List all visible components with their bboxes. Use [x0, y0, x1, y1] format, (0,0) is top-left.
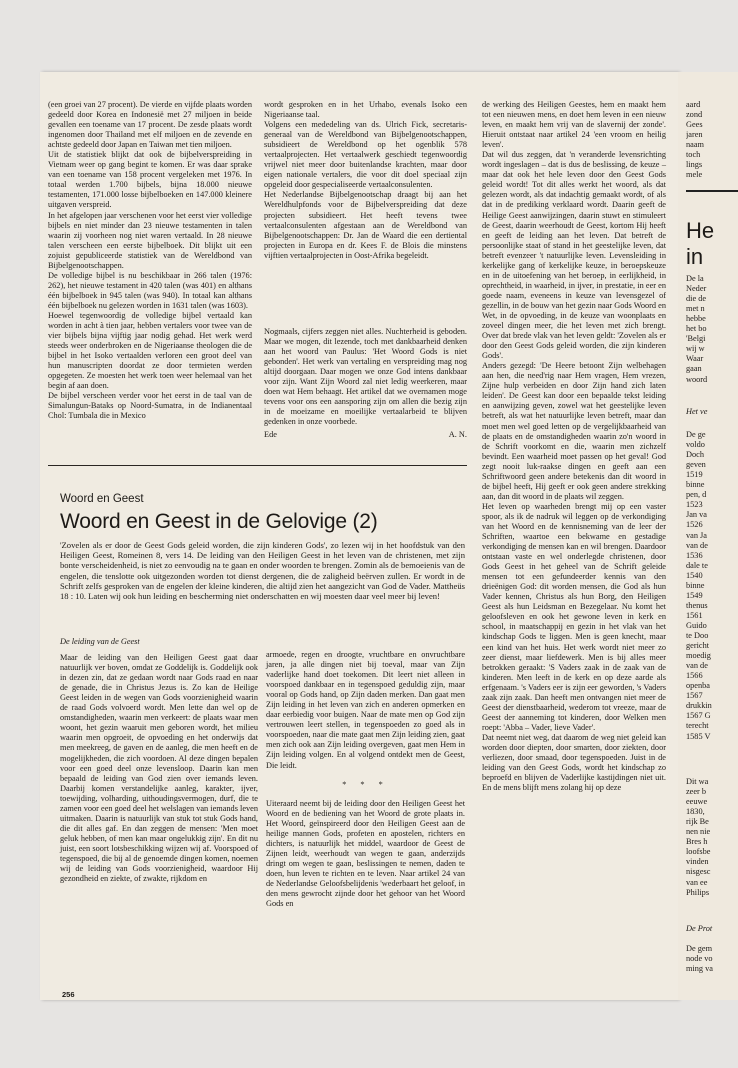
paragraph: De bijbel verscheen verder voor het eerst in de taal van de Simalungun-Bataks op Noord-Sumatra, in de Indianentaal Chol: Tumbala die in Mexico [48, 391, 252, 421]
paragraph: In het afgelopen jaar verschenen voor het eerst vier volledige bijbels en niet minder dan 23 nieuwe testamenten in talen waarin zij voorheen nog niet waren vertaald. In 28 nieuwe talen verscheen een eerste bijbelboek. Dit blijkt uit een zojuist gepubliceerde statistiek van de Wereldbond van Bijbelgenootschappen. [48, 210, 252, 270]
adjacent-text-fragment: van de [686, 661, 708, 671]
adjacent-text-fragment: binne [686, 480, 705, 490]
signature-line [264, 430, 467, 439]
adjacent-headline-fragment: in [686, 244, 704, 269]
adjacent-italic-fragment: Het ve [686, 407, 708, 416]
article-page [40, 72, 678, 1000]
adjacent-text-fragment: gaan [686, 364, 702, 374]
right-column [482, 100, 666, 793]
adjacent-text-fragment: van ee [686, 877, 708, 887]
subheading: De leiding van de Geest [60, 637, 140, 646]
adjacent-text-fragment: De la [686, 274, 704, 283]
adjacent-text-fragment: het bo [686, 324, 707, 334]
adjacent-text-fragment: te Doo [686, 631, 709, 640]
adjacent-text-fragment: 1519 [686, 470, 703, 480]
left-column-top [48, 100, 252, 422]
adjacent-text-fragment: naam [686, 140, 704, 150]
adjacent-text-fragment: Philips [686, 887, 710, 897]
adjacent-text-fragment: van Ja [686, 530, 707, 540]
paragraph: Maar de leiding van den Heiligen Geest gaat daar natuurlijk ver boven, omdat ze Goddelijk is. Goddelijk ook in dezen zin, dat ze gedaan wordt naar Gods raad en naar de genade, die in Christus Jezus is. Zo kan de Heilige Geest leiden in de wegen van Gods voorzienigheid waarin de raad Gods volvoerd wordt. Men lette dan wel op de omstandigheden, waarin men verkeert: de plaats waar men woont, het gezin waaruit men geboren wordt, het milieu waarin men opgroeit, de opvoeding en het onderwijs dat men meekreeg, de gaven en de aanleg, die men heeft en de mogelijkheden, die zich voordoen. Al deze dingen bepalen voor een goed deel onze levensloop. Daarin kan men bepaald de leiding van God zien over iemands leven. Daarbij komen verstandelijke aanleg, karakter, ijver, toewijding, volharding, uithoudingsvermogen, durf, die te zamen voor een goed deel het welslagen van iemands leven uitmaken. Daarin is natuurlijk van stuk tot stuk Gods hand, die dit alles gaf. En dan zeggen de mensen: 'Men moet geluk hebben, of men kan maar ongelukkig zijn'. En dit nu juist, een soort lotsbeschikking wijzen wij af. Voorspoed of tegenspoed, die bij al de genoemde dingen komen, noemen wij de leiding van Gods voorzienigheid, waardoor Hij gezondheid en ziekte, of zwakte, rijkdom en [60, 653, 258, 884]
paragraph: De volledige bijbel is nu beschikbaar in 266 talen (1976: 262), het nieuwe testament in 420 talen (was 401) en althans één bijbelboek in 945 talen (was 940). In totaal kan althans één bijbelboek nu gelezen worden in 1631 talen (was 1603). [48, 270, 252, 310]
page-number: 256 [62, 990, 75, 999]
adjacent-text-fragment: Gees [686, 120, 703, 130]
adjacent-text-fragment: eeuwe [686, 797, 708, 807]
adjacent-text-fragment: voldo [686, 440, 705, 450]
adjacent-text-fragment: woord [686, 374, 708, 384]
adjacent-text-fragment: 'Belgi [686, 334, 706, 344]
adjacent-text-fragment: Waar [686, 354, 704, 364]
adjacent-text-fragment: moedig [686, 651, 711, 661]
paragraph: Het Nederlandse Bijbelgenootschap draagt bij aan het Wereldhulpfonds voor de Bijbelverspreiding dat deze projecten subsidieert. Het heeft tevens twee vertaalconsulenten afgestaan aan de Wereldbond van Bijbelgenootschappen: Dr. Jan de Waard die een dertiental projecten in Europa en dr. Kees F. de Blois die minstens vijftien vertaalprojecten in Oost-Afrika begeleidt. [264, 190, 467, 260]
paragraph: armoede, regen en droogte, vruchtbare en onvruchtbare jaren, ja alle dingen niet bij toeval, maar van Zijn vaderlijke hand doet toekomen. Dit leert niet alleen in voorspoed dankbaar en in tegenspoed geduldig zijn, maar vooral op Gods hand, op Zijn daden merken. Dan gaat men Zijn leiding in het leven van zich en anderen opmerken en daar eerbiedig voor buigen. Naar de mate men op God zijn vertrouwen leert stellen, in tegenspoeden zo goed als in voorspoeden, naar die mate gaat men Zijn leiding zien, gaat men zich ook aan Zijn leiding overgeven, gaat men Hem in Zijn leiding volgen. En al volgend ontdekt men de Geest, Die leidt. [266, 650, 465, 770]
adjacent-text-fragment: thenus [686, 600, 708, 610]
kicker: Woord en Geest [60, 493, 144, 505]
paragraph: Dat neemt niet weg, dat daarom de weg niet geleid kan worden door diepten, door smarten, door ziekten, door verliezen, door smaad, door tegenspoeden. Juist in de leiding van den Geest Gods, wordt het kindschap zo beproefd en blijven de Vaderlijke kastijdingen niet uit. En de mens blijft mens zolang hij op deze [482, 732, 666, 793]
adjacent-text-fragment: De gem [686, 944, 713, 953]
section-break: * * * [342, 779, 389, 789]
adjacent-text-fragment: wij w [686, 344, 705, 354]
paragraph: Anders gezegd: 'De Heere betoont Zijn welbehagen aan hen, die need'rig naar Hem vragen, Hem vrezen, Zijne hulp verbeiden en door Zijn hand zich laten leiden'. De Geest kan door een bepaalde tekst leiding en aanwijzing geven, zowel wat het geestelijke leven betreft, als wat het natuurlijke leven betreft, maar dan moet men wel goed letten op de vergelijkbaarheid van de plaats en de omstandigheden waarin zo'n woord in de Schrift voorkomt en die, waarin men zichzelf bevindt. Een waarheid moet passen op het geval! God zegt nooit luk-raakse dingen en geeft aan een Schriftwoord geen andere betekenis dan dit woord in de bijbel heeft, Hij geeft er ook geen andere strekking aan, dan dit woord in de plaats wil zeggen. [482, 361, 666, 501]
middle-column-closing [264, 327, 467, 427]
adjacent-text-fragment: geven [686, 460, 706, 470]
adjacent-headline-fragment: He [686, 218, 715, 243]
adjacent-text-fragment: die de [686, 294, 707, 304]
adjacent-text-fragment: lings [686, 160, 703, 170]
adjacent-italic-fragment: De Prot [686, 924, 713, 933]
adjacent-text-fragment: pen, d [686, 490, 707, 500]
adjacent-text-fragment: openba [686, 681, 710, 691]
adjacent-text-fragment: van de [686, 540, 708, 550]
adjacent-text-fragment: loofsbe [686, 847, 711, 857]
adjacent-text-fragment: drukkin [686, 701, 712, 711]
adjacent-text-fragment: met n [686, 304, 705, 314]
adjacent-text-fragment: jaren [686, 130, 703, 140]
paragraph: Het leven op waarheden brengt mij op een vaster spoor, als ik de nadruk wil leggen op de verkondiging van het Woord en de kennisneming van de leer der Schriften, waartoe een bekwame en gestadige verkondiging de mensen kan en wil brengen. Daardoor ontstaan vaste en wel onderlegde christenen, door Gods Geest in het geheel van de Schrift geleide mensen tot een gefundeerder kennis van den drieënigen God: dit worden mensen, die God als hun Vader kennen, Christus als hun Borg, den Heiligen Geest als hun Leidsman en Bezegelaar. Nu komt het geloofsleven en ook het gewone leven in kerk en school, in maatschappij en gezin in het vlak van het kindschap Gods te liggen. Men is geen knecht, maar een kind van het huis. Het werk wordt niet meer zo zeer dienst, maar liefdewerk. Men is bij alles meer betrokken geraakt: 'S Vaders zaak in de zaak van de kinderen. Men leeft in de kerk en op deze aarde als erfgenaam. 's Vaders eer is zijn eer geworden, 's Vaders zaak zijn zaak. Dan heeft men ontvangen niet meer de Geest der dienstbaarheid, wederom tot vreeze, maar de Geest der aanneming tot kinderen, door Welken men roept: 'Abba – Vader, lieve Vader'. [482, 501, 666, 732]
paragraph: de werking des Heiligen Geestes, hem en maakt hem tot een nieuwen mens, en doet hem leven in een nieuw leven, en maakt hem vrij van de slavernij der zonde'. Hieruit ontstaat naar artikel 24 'een vroom en heilig leven'. [482, 100, 666, 150]
adjacent-text-fragment: Neder [686, 284, 707, 294]
adjacent-text-fragment: mele [686, 170, 703, 180]
adjacent-text-fragment: 1567 [686, 691, 703, 701]
adjacent-text-fragment: Doch [686, 450, 704, 460]
paragraph: Nogmaals, cijfers zeggen niet alles. Nuchterheid is geboden. Maar we mogen, dit lezende, toch met dankbaarheid denken aan het woord van Paulus: 'Het Woord Gods is niet gebonden'. Het werk van vertaling en verspreiding mag nog altijd doorgaan. Daar mogen we onze God intens dankbaar voor zijn. Want Zijn Woord zal niet ledig weerkeren, maar doen wat Hem behaagt. Het artikel dat we overnamen moge tevens voor ons een aansporing zijn om allen die bezig zijn in de moeizame en moeilijke vertaalarbeid te blijven gedenken in onze voorbede. [264, 327, 467, 427]
adjacent-text-fragment: terecht [686, 721, 709, 731]
adjacent-text-fragment: Jan va [686, 510, 707, 520]
adjacent-text-fragment: 1830, [686, 807, 705, 817]
paragraph: Dat wil dus zeggen, dat 'n veranderde levensrichting wordt ingeslagen – dat is dus de beslissing, de keuze – maar dat ook het hele leven door den Geest Gods geleid wordt! Tot dit alles werkt het woord, als dat gelezen wordt, als dat indachtig gemaakt wordt, of als dat in de prediking verklaard wordt. Daarin geeft de Heilige Geest aanwijzingen, daarin stuwt en stimuleert de Geest, daarin weerhoudt de Geest, kortom Hij heeft en geeft de leiding aan het leven. Dat betreft de persoonlijke staat of stand in het geestelijke leven, dat betreft evenzeer 't natuurlijke leven. Levensleiding in kerkelijke gang of kerkelijke keuze, in beroepskeuze en in de uitoefening van het beroep, in eerlijkheid, in oprechtheid, in waarheid, in ijver, in prestatie, in eer en goede naam, eveneens in keuze van levensgezel of gezellin, in de bouw van het gezin naar Gods Woord en Wet, in de opvoeding, in de keuze van woonplaats en zoveel dingen meer, die het leven met zich brengt. Over dat brede vlak van het leven geldt: 'Zovelen als er door den Geest Gods geleid worden, die zijn kinderen Gods'. [482, 150, 666, 361]
adjacent-text-fragment: zond [686, 110, 703, 120]
intro: 'Zovelen als er door de Geest Gods geleid worden, die zijn kinderen Gods', zo lezen wij in het hoofdstuk van den Heiligen Geest, Romeinen 8, vers 14. De leiding van den Heiligen Geest in het leven van de christenen, met zijn bonte verscheidenheid, is niet zo eenvoudig na te gaan en onder woorden te brengen. Zomin als de bemoeienis van de engelen, die tenslotte ook uitgezonden worden tot dienst dergenen, die de zaligheid beërven zullen. Er wordt in de Schrift zelfs gesproken van de engelen der kleine kinderen, die altijd zien het aangezicht van God de Vader. Mattheüs 18 : 10. Laten wij ook hun leiding en bescherming niet onderschatten en wij moesten daar veel meer bij leven! [60, 540, 465, 602]
adjacent-text-fragment: vinden [686, 857, 709, 867]
paragraph: (een groei van 27 procent). De vierde en vijfde plaats worden gedeeld door Korea en Indonesië met 27 miljoen in beide gevallen een toename van 17 procent. De zesde plaats wordt ingenomen door Thailand met elf miljoen en de zevende en achtste gedeeld door Japan en Taiwan met tien miljoen. [48, 100, 252, 150]
adjacent-text-fragment: dale te [686, 560, 708, 570]
middle-column-top [264, 100, 467, 261]
paragraph: wordt gesproken en in het Urhabo, evenals Isoko een Nigeriaanse taal. [264, 100, 467, 120]
paragraph: Hoewel tegenwoordig de volledige bijbel vertaald kan worden in acht à tien jaar, hebben vertalers voor twee van de vier bijbels bijna vijftig jaar nodig gehad. Het werk werd steeds weer onderbroken en de Nigeriaanse theologen die de bijbel in het Isoko vertaalden verloren een groot deel van hun manuscripten doordat ze door termieten werden opgegeten. Ze moesten het werk toen weer helemaal van het begin af aan doen. [48, 310, 252, 391]
paragraph: Volgens een mededeling van ds. Ulrich Fick, secretaris-generaal van de Wereldbond van Bijbelgenootschappen, subsidieert de Wereldbond op het ogenblik 578 vertaalprojecten. Het vertaalwerk geschiedt tegenwoordig vrijwel niet meer door buitenlandse krachten, maar door eigen nationale vertalers, die voor dit doel speciaal zijn opgeleid door gespecialiseerde vertaalconsulenten. [264, 120, 467, 190]
adjacent-text-fragment: toch [686, 150, 701, 160]
adjacent-text-fragment: De ge [686, 430, 706, 439]
adjacent-text-fragment: 1549 [686, 590, 703, 600]
adjacent-text-fragment: gericht [686, 641, 710, 651]
body-column-1 [60, 637, 258, 884]
adjacent-text-fragment: 1523 [686, 500, 703, 510]
signature-place: Ede [264, 430, 277, 439]
paragraph: Uiteraard neemt bij de leiding door den Heiligen Geest het Woord en de bediening van het Woord de grote plaats in. Het Woord, geïnspireerd door den Heiligen Geest aan de heilige mannen Gods, profeten en apostelen, richters en dichters, is natuurlijk het middel, waardoor de Geest de Zijnen leidt, weerhoudt van wegen te gaan, anderzijds dringt om wegen te gaan, beslissingen te nemen, daden te doen, hun leven te richten en te leven. Naar artikel 24 van de Nederlandse Geloofsbelijdenis 'wederbaart het geloof, in den mens gewrocht zijnde door het gehoor van het Woord Gods en [266, 798, 465, 909]
adjacent-text-fragment: ming va [686, 964, 713, 974]
adjacent-text-fragment: binne [686, 580, 705, 590]
adjacent-page [678, 72, 738, 1000]
adjacent-text-fragment: Dit wa [686, 777, 709, 786]
adjacent-text-fragment: 1567 G [686, 711, 711, 721]
adjacent-text-fragment: 1585 V [686, 731, 711, 741]
adjacent-text-fragment: Bres h [686, 837, 708, 847]
adjacent-text-fragment: zeer b [686, 787, 707, 797]
adjacent-text-fragment: node vo [686, 954, 713, 964]
adjacent-page-rule [686, 190, 738, 192]
adjacent-text-fragment: nen nie [686, 827, 711, 837]
adjacent-text-fragment: hebbe [686, 314, 706, 324]
adjacent-text-fragment: 1536 [686, 550, 703, 560]
adjacent-text-fragment: 1566 [686, 671, 703, 681]
adjacent-text-fragment: 1540 [686, 570, 703, 580]
adjacent-text-fragment: Guido [686, 620, 707, 630]
signature-initials: A. N. [448, 430, 467, 439]
adjacent-text-fragment: rijk Be [686, 817, 709, 827]
body-column-2 [266, 650, 465, 909]
headline: Woord en Geest in de Gelovige (2) [60, 510, 378, 533]
adjacent-text-fragment: 1526 [686, 520, 703, 530]
section-divider [48, 465, 467, 466]
paragraph: Uit de statistiek blijkt dat ook de bijbelverspreiding in Vietnam weer op gang begint te komen. Er was daar sprake van een toename van 158 procent vergeleken met 1976. In totaal werden 1.700 bijbels, bijna 18.000 nieuwe testamenten, 171.000 losse bijbelboeken en 147.000 kleinere uitgaven verspreid. [48, 150, 252, 210]
adjacent-text-fragment: 1561 [686, 610, 703, 620]
adjacent-text-fragment: aard [686, 100, 701, 109]
adjacent-text-fragment: nisgesc [686, 867, 711, 877]
